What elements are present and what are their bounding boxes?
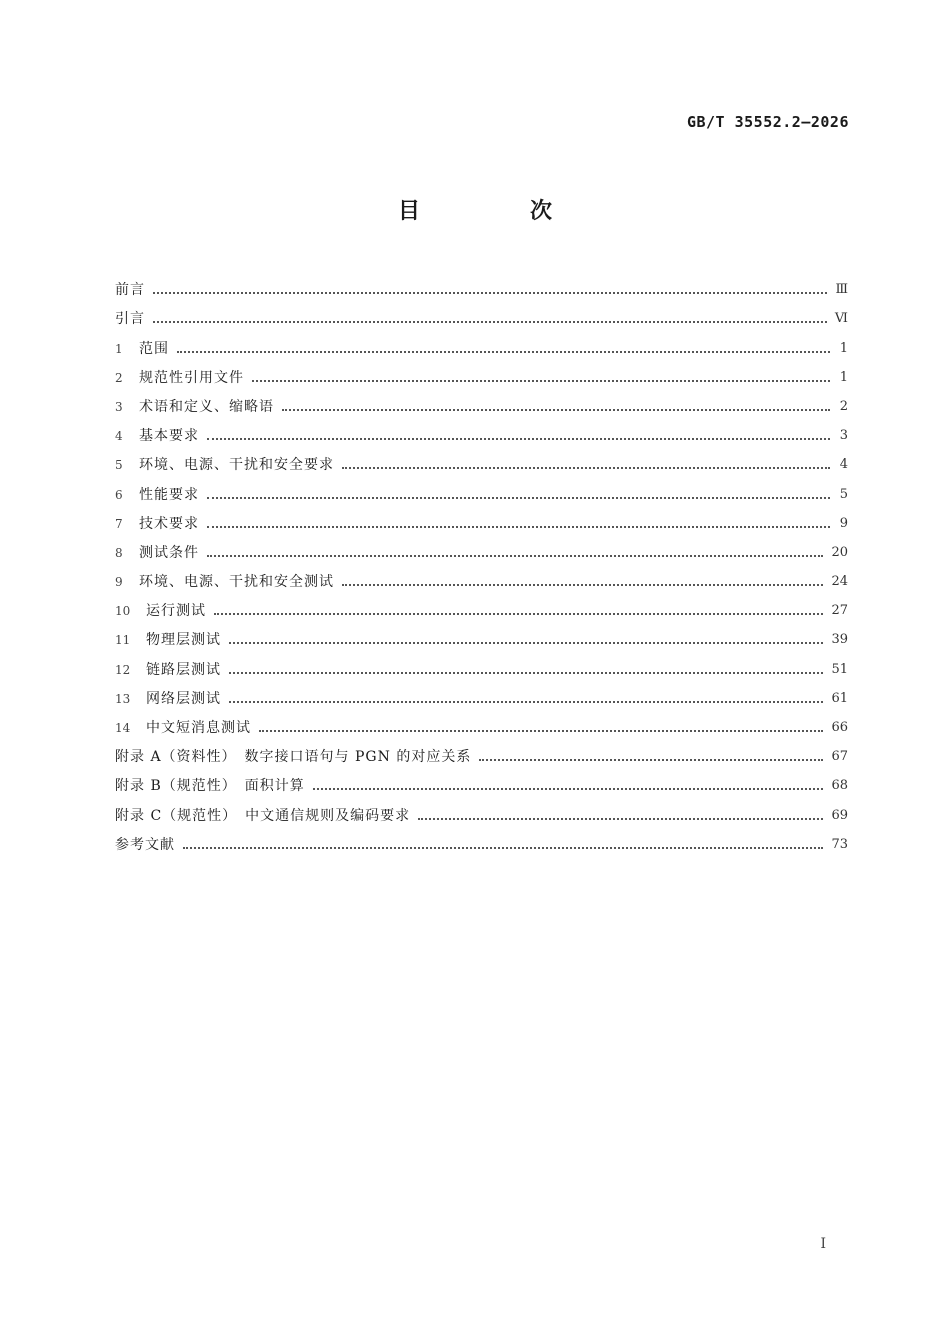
toc-entry-page: 2 <box>839 398 848 414</box>
toc-entry-number: 6 <box>115 487 123 502</box>
toc-dot-leader <box>207 526 830 528</box>
toc-entry-number: 2 <box>115 370 123 385</box>
toc-entry-number: 13 <box>115 691 131 706</box>
toc-entry-label: 运行测试 <box>146 603 206 620</box>
toc-entry-appendix-c[interactable] <box>115 795 848 824</box>
toc-entry-label: 附录 A（资料性） 数字接口语句与 PGN 的对应关系 <box>115 749 472 766</box>
toc-entry-number: 9 <box>115 575 123 590</box>
toc-dot-leader <box>183 847 823 849</box>
toc-entry-8[interactable] <box>115 533 848 562</box>
toc-entry-page: 69 <box>831 807 848 823</box>
page-title: 目 次 <box>397 199 596 224</box>
toc-entry-number: 1 <box>115 341 123 356</box>
toc-entry-page: 1 <box>839 369 848 385</box>
toc-entry-3[interactable] <box>115 387 848 416</box>
toc-entry-page: Ⅲ <box>835 282 848 298</box>
toc-entry-4[interactable] <box>115 416 848 445</box>
toc-dot-leader <box>313 788 824 790</box>
toc-entry-label: 网络层测试 <box>146 690 221 707</box>
toc-entry-appendix-b[interactable] <box>115 766 848 795</box>
toc-entry-label: 参考文献 <box>115 836 175 853</box>
toc-dot-leader <box>153 292 827 294</box>
toc-entry-page: 20 <box>831 544 848 560</box>
toc-entry-label: 引言 <box>115 311 145 328</box>
toc-entry-label: 链路层测试 <box>146 661 221 678</box>
toc-entry-label: 基本要求 <box>139 428 199 445</box>
toc-entry-6[interactable] <box>115 474 848 503</box>
toc-entry-label: 中文短消息测试 <box>146 720 251 736</box>
toc-entry-page: 4 <box>839 457 848 473</box>
toc-entry-page: 73 <box>831 836 848 852</box>
toc-dot-leader <box>229 642 823 644</box>
toc-entry-11[interactable] <box>115 620 848 649</box>
toc-entry-preface[interactable] <box>115 270 848 299</box>
toc-entry-number: 8 <box>115 545 123 560</box>
page-number: Ⅰ <box>820 1236 826 1252</box>
toc-entry-10[interactable] <box>115 591 848 620</box>
toc-entry-number: 10 <box>115 604 131 619</box>
toc-entry-page: 1 <box>839 340 848 356</box>
toc-entry-page: 9 <box>839 515 848 531</box>
toc-dot-leader <box>153 321 827 323</box>
toc-entry-number: 5 <box>115 458 123 473</box>
toc-entry-page: 66 <box>831 720 848 735</box>
toc-dot-leader <box>177 351 830 353</box>
toc-dot-leader <box>259 730 823 732</box>
toc-entry-page: 3 <box>839 428 848 444</box>
toc-entry-page: 67 <box>831 749 848 765</box>
toc-entry-7[interactable] <box>115 504 848 533</box>
toc-entry-page: 39 <box>831 632 848 648</box>
toc-dot-leader <box>229 672 823 674</box>
toc-dot-leader <box>207 555 823 557</box>
toc-entry-number: 12 <box>115 662 131 677</box>
standard-code: GB/T 35552.2—2026 <box>686 113 849 131</box>
toc-entry-label: 性能要求 <box>139 486 199 503</box>
toc-entry-2[interactable] <box>115 358 848 387</box>
toc-dot-leader <box>479 759 823 761</box>
toc-entry-number: 14 <box>115 721 131 735</box>
toc-dot-leader <box>214 613 823 615</box>
toc-entry-label: 环境、电源、干扰和安全要求 <box>139 457 334 474</box>
toc-entry-references[interactable] <box>115 825 848 854</box>
toc-entry-label: 范围 <box>139 340 169 357</box>
toc-entry-label: 附录 B（规范性） 面积计算 <box>115 778 305 795</box>
toc-dot-leader <box>252 380 830 382</box>
toc-entry-page: 27 <box>831 603 848 619</box>
toc-dot-leader <box>342 467 830 469</box>
toc-entry-number: 3 <box>115 399 123 414</box>
toc-dot-leader <box>207 438 830 440</box>
toc-entry-number: 11 <box>115 633 131 648</box>
toc-entry-1[interactable] <box>115 328 848 357</box>
toc-entry-label: 术语和定义、缩略语 <box>139 398 274 415</box>
toc-entry-page: 51 <box>831 661 848 677</box>
toc-entry-9[interactable] <box>115 562 848 591</box>
toc-entry-page: 61 <box>831 690 848 706</box>
table-of-contents <box>115 270 848 854</box>
toc-dot-leader <box>207 497 830 499</box>
toc-entry-label: 技术要求 <box>139 515 199 532</box>
toc-entry-page: 68 <box>831 778 848 794</box>
toc-entry-page: 24 <box>831 574 848 590</box>
toc-dot-leader <box>282 409 830 411</box>
toc-dot-leader <box>418 818 823 820</box>
toc-entry-page: 5 <box>839 486 848 502</box>
toc-entry-14[interactable] <box>115 708 848 737</box>
toc-entry-number: 4 <box>115 429 123 444</box>
toc-entry-label: 物理层测试 <box>146 632 221 649</box>
toc-entry-page: Ⅵ <box>834 311 848 327</box>
toc-dot-leader <box>229 701 823 703</box>
toc-entry-label: 测试条件 <box>139 544 199 561</box>
toc-entry-label: 规范性引用文件 <box>139 369 244 386</box>
toc-entry-12[interactable] <box>115 649 848 678</box>
toc-entry-label: 环境、电源、干扰和安全测试 <box>139 574 334 591</box>
toc-dot-leader <box>342 584 823 586</box>
toc-entry-13[interactable] <box>115 679 848 708</box>
toc-entry-5[interactable] <box>115 445 848 474</box>
toc-entry-label: 附录 C（规范性） 中文通信规则及编码要求 <box>115 807 411 824</box>
toc-entry-introduction[interactable] <box>115 299 848 328</box>
toc-entry-label: 前言 <box>115 282 145 299</box>
toc-entry-appendix-a[interactable] <box>115 737 848 766</box>
toc-entry-number: 7 <box>115 516 123 531</box>
